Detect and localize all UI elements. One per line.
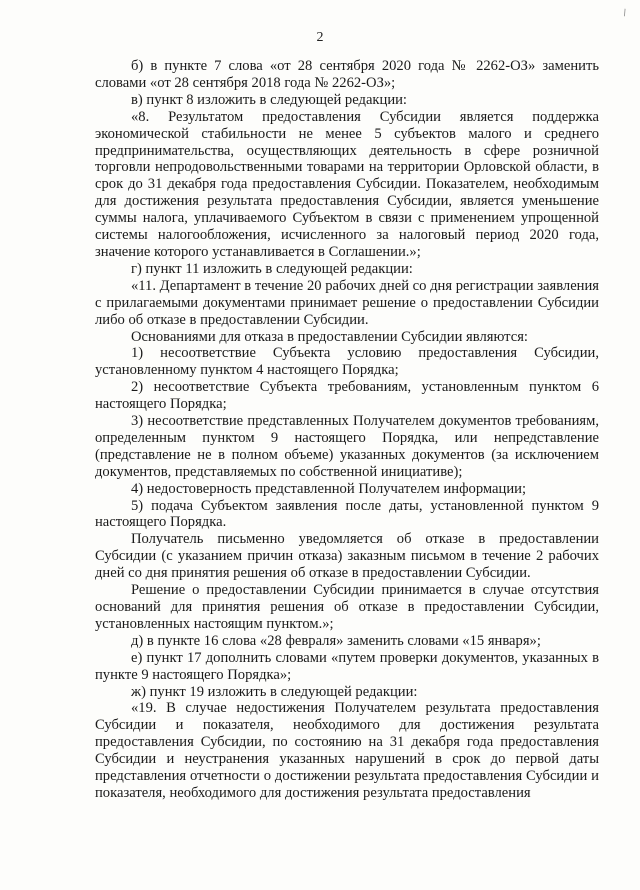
paragraph-e: е) пункт 17 дополнить словами «путем проверки документов, указанных в пункте 9 настоящего Порядка»; — [95, 649, 599, 683]
paragraph-notification: Получатель письменно уведомляется об отказе в предоставлении Субсидии (с указанием причин отказа) заказным письмом в течение 2 рабочих дней со дня принятия решения об отказе в предоставлении Субсидии. — [95, 531, 599, 582]
paragraph-v: в) пункт 8 изложить в следующей редакции: — [131, 91, 407, 108]
corner-mark: \ — [621, 7, 628, 20]
paragraph-point-11: «11. Департамент в течение 20 рабочих дней со дня регистрации заявления с прилагаемыми документами принимает решение о предоставлении Субсидии либо об отказе в предоставлении Субсидии. — [95, 277, 599, 328]
page-number: 2 — [316, 30, 324, 45]
list-item-1: 1) несоответствие Субъекта условию предоставления Субсидии, установленному пунктом 4 настоящего Порядка; — [95, 345, 599, 379]
paragraph-b: б) в пункте 7 слова «от 28 сентября 2020 года № 2262-ОЗ» заменить словами «от 28 сентября 2018 года № 2262-ОЗ»; — [95, 58, 599, 91]
document-body — [95, 58, 599, 802]
paragraph-g: г) пункт 11 изложить в следующей редакции: — [131, 260, 413, 277]
list-item-2: 2) несоответствие Субъекта требованиям, установленным пунктом 6 настоящего Порядка; — [95, 379, 599, 413]
paragraph-refusal-grounds: Основаниями для отказа в предоставлении Субсидии являются: — [131, 328, 528, 345]
paragraph-point-8: «8. Результатом предоставления Субсидии является поддержка экономической стабильности не менее 5 субъектов малого и среднего предпринимательства, осуществляющих деятельность в сфере розничной торговли непродовольственными товарами на территории Орловской области, в срок до 31 декабря года предоставления Субсидии. Показателем, необходимым для достижения результата предоставления Субсидии, является уменьшение суммы налога, уплачиваемого Субъектом в связи с применением упрощенной системы налогообложения, исчисленного за налоговый период 2020 года, значение которого устанавливается в Соглашении.»; — [95, 108, 599, 260]
list-item-4: 4) недостоверность представленной Получателем информации; — [131, 480, 527, 497]
paragraph-zh: ж) пункт 19 изложить в следующей редакции: — [131, 683, 418, 700]
list-item-5: 5) подача Субъектом заявления после даты, установленной пунктом 9 настоящего Порядка. — [95, 497, 599, 531]
paragraph-point-19: «19. В случае недостижения Получателем результата предоставления Субсидии и показателя, необходимого для достижения результата предоставления Субсидии, по состоянию на 31 декабря года предоставления Субсидии и неустранения указанных нарушений в срок до первой даты представления отчетности о достижении результата предоставления Субсидии и показателя, необходимого для достижения результата предоставления — [95, 700, 599, 801]
paragraph-d: д) в пункте 16 слова «28 февраля» заменить словами «15 января»; — [131, 632, 541, 649]
paragraph-decision: Решение о предоставлении Субсидии принимается в случае отсутствия оснований для принятия решения об отказе в предоставлении Субсидии, установленных настоящим пунктом.»; — [95, 582, 599, 632]
list-item-3: 3) несоответствие представленных Получателем документов требованиям, определенным пунктом 9 настоящего Порядка, или непредставление (представление не в полном объеме) указанных документов (за исключением документов, представляемых по собственной инициативе); — [95, 413, 599, 480]
